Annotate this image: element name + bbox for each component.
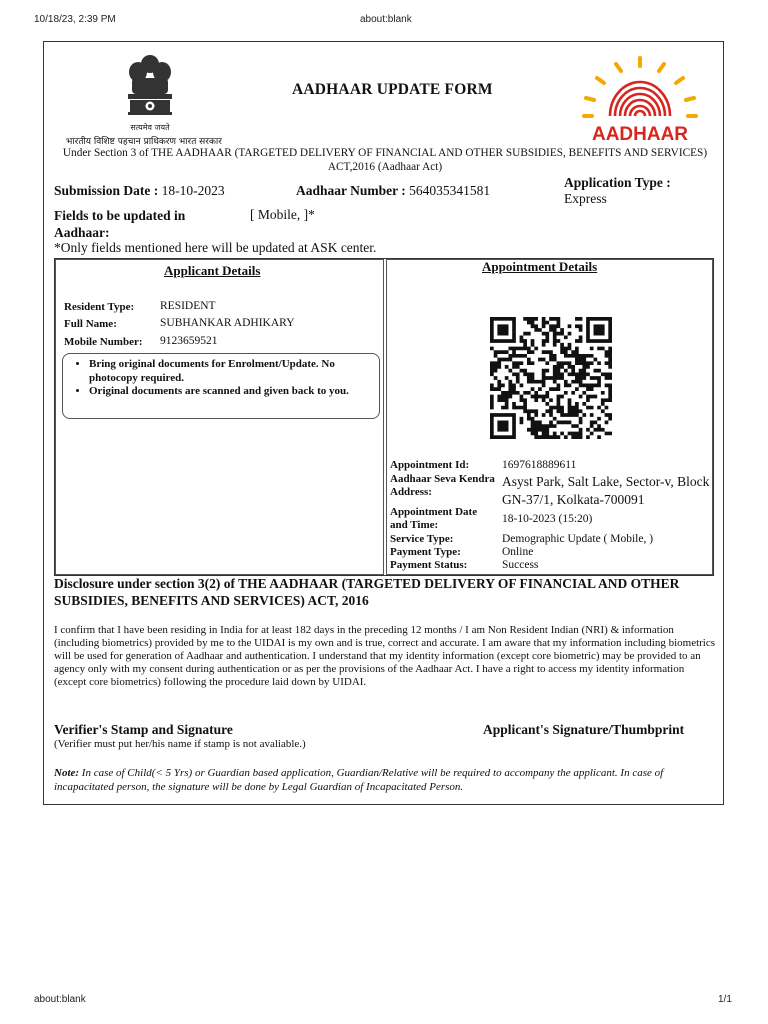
aadhaar-number-value: 564035341581 (409, 183, 491, 198)
fields-note: *Only fields mentioned here will be updated at ASK center. (54, 240, 377, 255)
payment-type-value: Online (502, 546, 534, 558)
verifier-note: (Verifier must put her/his name if stamp is not avaliable.) (54, 738, 306, 750)
instruction-item: • Original documents are scanned and given back to you. (89, 385, 379, 399)
aadhaar-logo-icon (572, 54, 708, 146)
emblem-motto: सत्यमेव जयते (130, 123, 170, 132)
applicant-signature-label: Applicant's Signature/Thumbprint (483, 722, 685, 737)
hindi-authority-text: भारतीय विशिष्ट पहचान प्राधिकरण भारत सरकार (66, 137, 222, 147)
national-emblem-icon (118, 50, 182, 142)
disclosure-heading: Disclosure under section 3(2) of THE AADHAAR (TARGETED DELIVERY OF FINANCIAL AND OTHER SUBSIDIES, BENEFITS AND SERVICES) ACT, 2016 (54, 576, 680, 608)
submission-date-value: 18-10-2023 (161, 183, 225, 198)
fields-to-update-label: Fields to be updated in Aadhaar: (54, 208, 186, 240)
application-type-label: Application Type : (564, 175, 671, 190)
verifier-signature-label: Verifier's Stamp and Signature (54, 722, 233, 737)
final-note-text: In case of Child(< 5 Yrs) or Guardian based application, Guardian/Relative will be required to accompany the applicant. In case of incapacitated person, the signature will be done by Legal Guardian of Incapacitated Person. (54, 767, 664, 793)
resident-type-label: Resident Type: (64, 301, 135, 313)
resident-type-value: RESIDENT (160, 300, 216, 312)
payment-status-label: Payment Status: (390, 559, 468, 571)
appointment-id-value: 1697618889611 (502, 459, 577, 471)
payment-type-label: Payment Type: (390, 546, 461, 558)
mobile-number-label: Mobile Number: (64, 336, 143, 348)
mobile-number-value: 9123659521 (160, 335, 218, 347)
kendra-address-label: Aadhaar Seva Kendra Address: (390, 473, 495, 498)
print-footer-url: about:blank (34, 994, 86, 1005)
final-note (54, 767, 718, 794)
appointment-datetime-label: Appointment Date and Time: (390, 506, 478, 531)
service-type-label: Service Type: (390, 533, 454, 545)
aadhaar-number-label: Aadhaar Number : (296, 183, 406, 198)
kendra-address-value: Asyst Park, Salt Lake, Sector-v, Block GN-37/1, Kolkata-700091 (502, 474, 710, 507)
full-name-label: Full Name: (64, 318, 117, 330)
appointment-details-heading: Appointment Details (482, 259, 598, 274)
fields-to-update-value: [ Mobile, ]* (250, 207, 315, 222)
appointment-id-label: Appointment Id: (390, 459, 470, 471)
qr-code-icon (487, 317, 615, 439)
form-subtitle: Under Section 3 of THE AADHAAR (TARGETED DELIVERY OF FINANCIAL AND OTHER SUBSIDIES, BENEFITS AND SERVICES) ACT,2016 (Aadhaar Act) (62, 147, 708, 173)
submission-date (54, 183, 225, 199)
aadhaar-number (296, 183, 490, 199)
aadhaar-logo-text: AADHAAR (591, 124, 689, 145)
appointment-datetime-value: 18-10-2023 (15:20) (502, 513, 593, 525)
application-type-value: Express (564, 191, 607, 206)
print-datetime: 10/18/23, 2:39 PM (34, 14, 116, 25)
instructions-box (62, 353, 380, 419)
form-title: AADHAAR UPDATE FORM (292, 81, 493, 98)
instruction-item: • Bring original documents for Enrolment/Update. No photocopy required. (89, 358, 379, 385)
print-header-url: about:blank (360, 14, 412, 25)
payment-status-value: Success (502, 559, 539, 571)
disclosure-text: I confirm that I have been residing in India for at least 182 days in the preceding 12 months / I am Non Resident Indian (NRI) & information (including biometrics) provided by me to the UIDAI is my own and is true, correct and accurate. I am aware that my information including biometrics will be used for generation of Aadhaar and authentication. I understand that my identity information (except core biometric) may be provided to an agency only with my consent during authentication or as per the provisions of the Aadhaar Act. I have a right to access my identity information (except core biometrics) following the procedure laid down by UIDAI. (54, 624, 716, 688)
final-note-label: Note: (54, 767, 80, 779)
service-type-value: Demographic Update ( Mobile, ) (502, 533, 654, 545)
print-page-number: 1/1 (718, 994, 732, 1005)
submission-date-label: Submission Date : (54, 183, 159, 198)
full-name-value: SUBHANKAR ADHIKARY (160, 317, 295, 329)
applicant-details-heading: Applicant Details (164, 263, 261, 278)
